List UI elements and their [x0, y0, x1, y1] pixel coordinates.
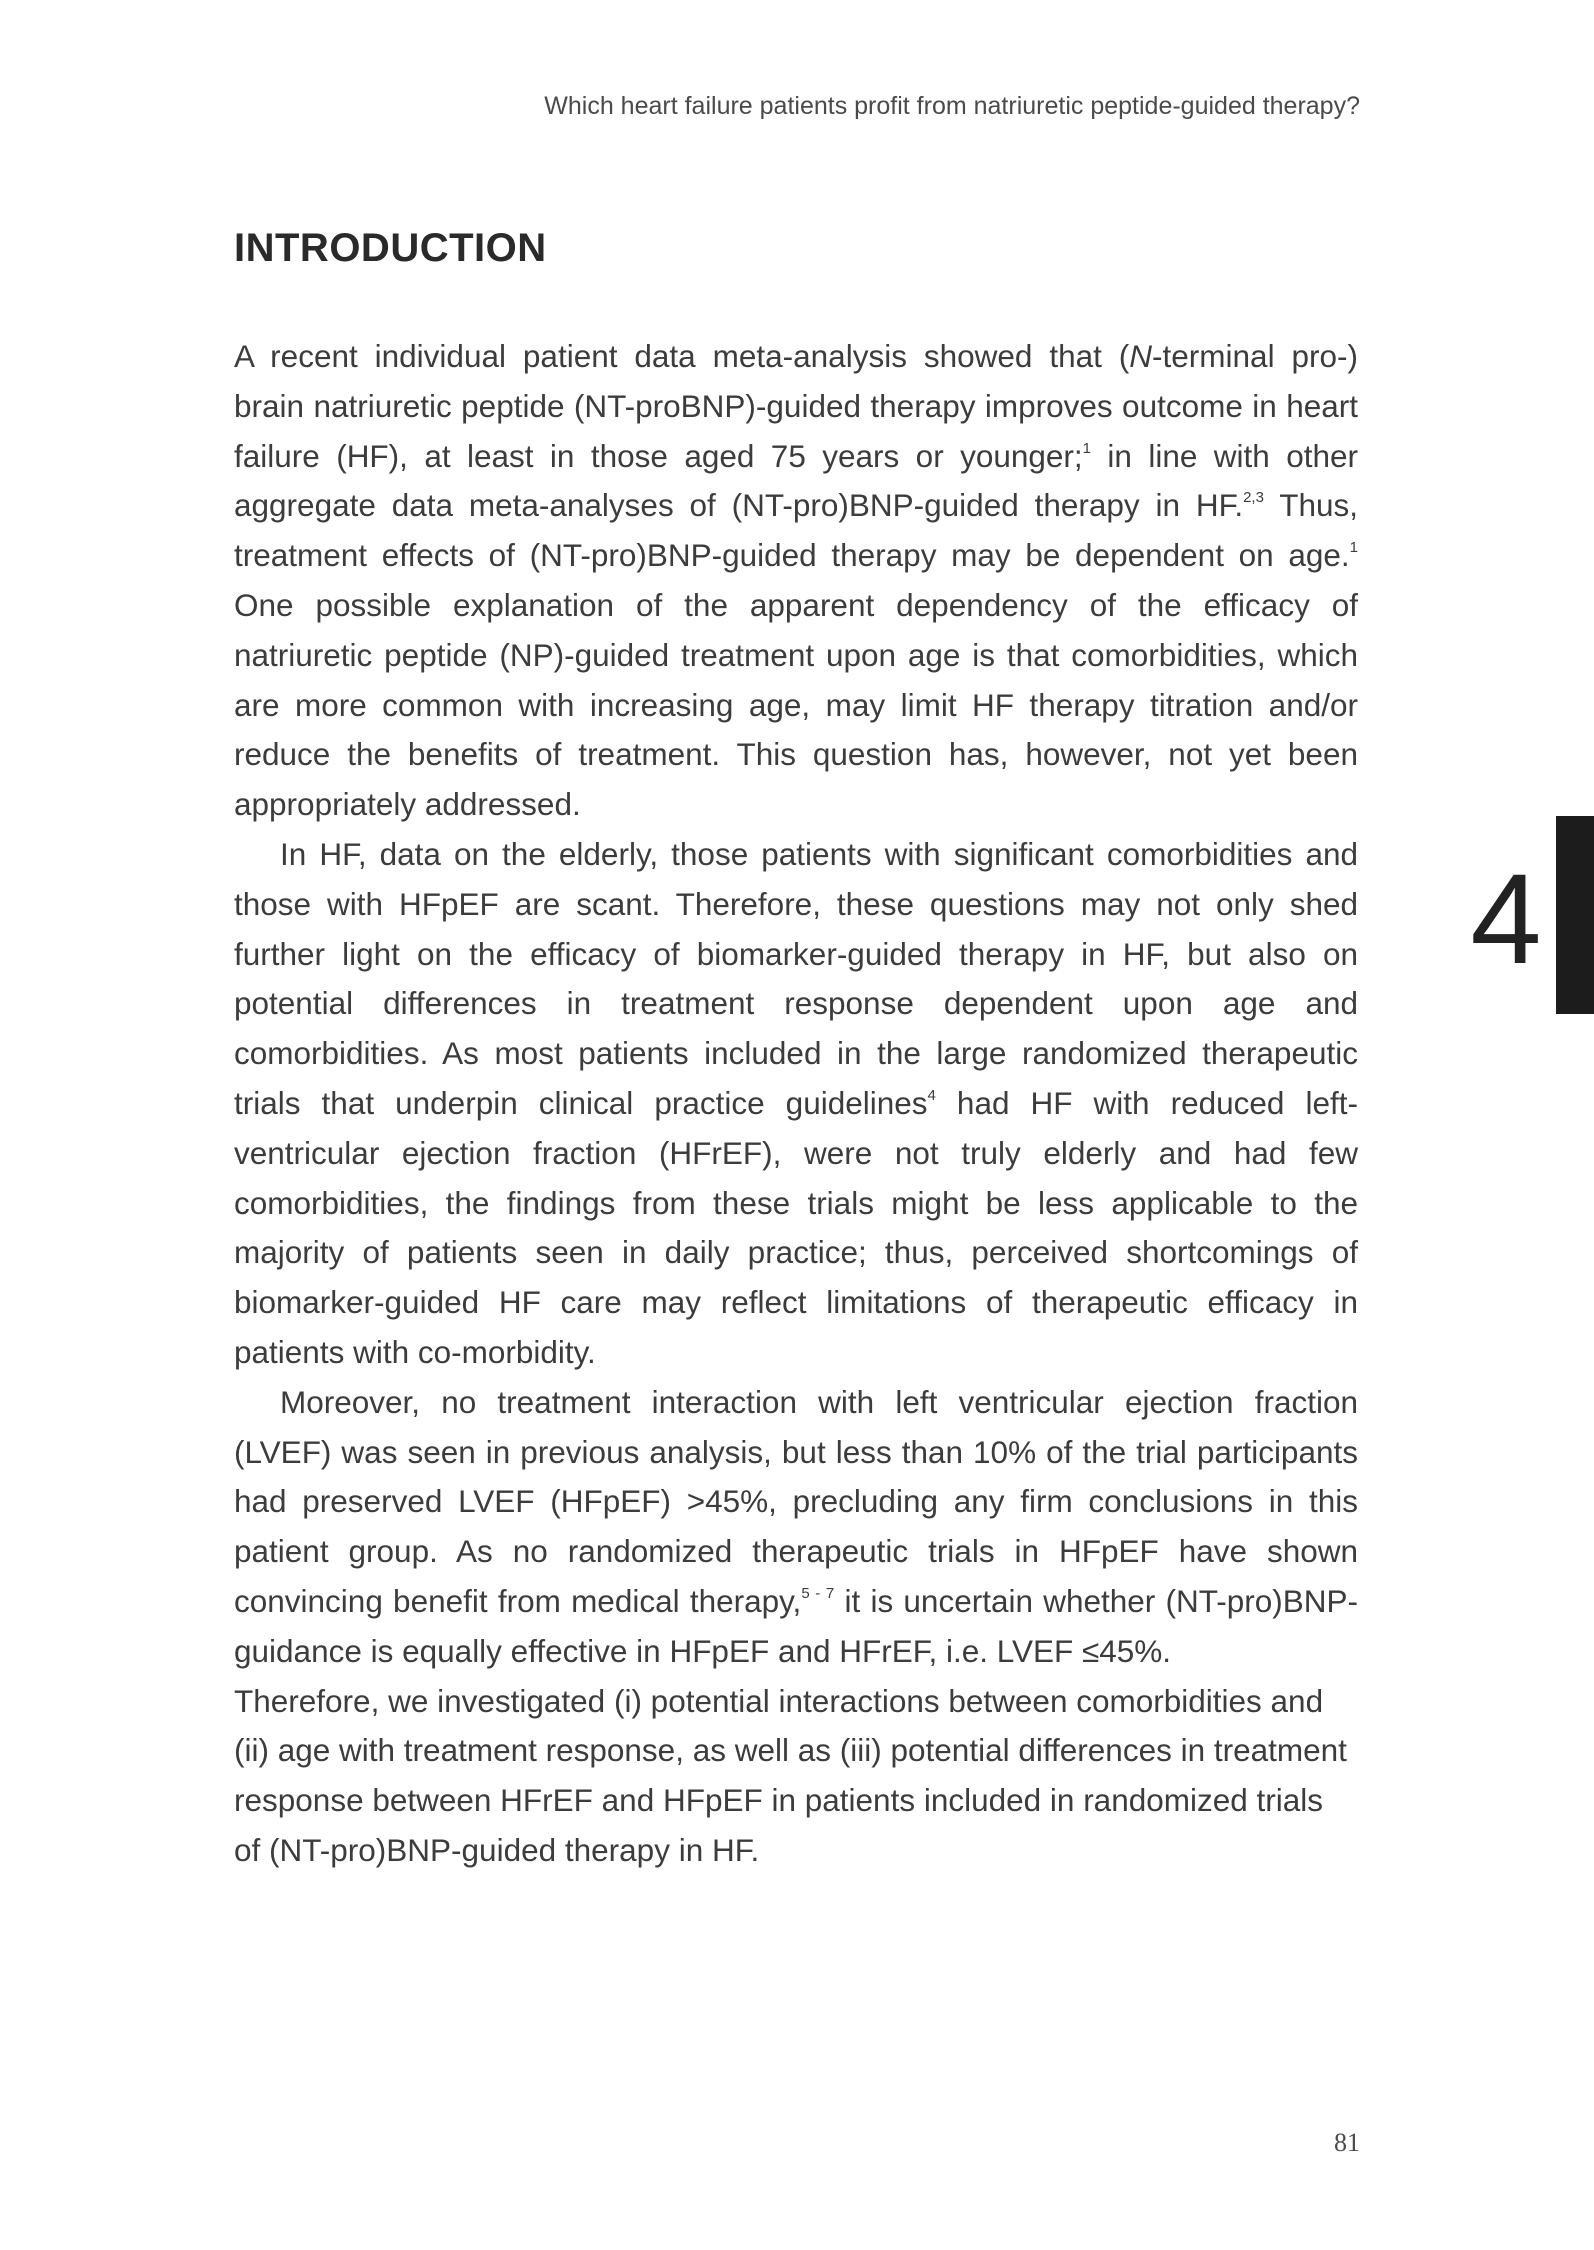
paragraph-1-text-i: One possible explanation of the apparent dependency of the efficacy of natriuretic peptide (NP)-guided treatment upon age is that comorbidities, which are more common with increasing age, may limit HF therapy titration and/or reduce the benefits of treatment. This question has, however, not yet been appropriately addressed.	[234, 586, 1358, 823]
page-number: 81	[1334, 2128, 1360, 2157]
body-text	[234, 332, 1358, 1876]
paragraph-1-text-e: in line with other aggregate data meta-analyses of (NT-pro)BNP-guided therapy in HF.	[234, 437, 1358, 524]
running-header: Which heart failure patients profit from natriuretic peptide-guided therapy?	[544, 92, 1360, 120]
paragraph-3	[234, 1378, 1358, 1677]
paragraph-3-text-a: Moreover, no treatment interaction with left ventricular ejection fraction (LVEF) was seen in previous analysis, but less than 10% of the trial participants had preserved LVEF (HFpEF) >45%, precluding any firm conclusions in this patient group. As no randomized therapeutic trials in HFpEF have shown convincing benefit from medical therapy,	[234, 1383, 1358, 1619]
citation-superscript: 1	[1349, 539, 1358, 557]
citation-superscript: 2,3	[1243, 489, 1264, 507]
chapter-number: 4	[1470, 848, 1542, 991]
citation-superscript: 4	[927, 1086, 936, 1104]
paragraph-4-text: Therefore, we investigated (i) potential interactions between comorbidities and (ii) age with treatment response, as well as (iii) potential differences in treatment response between HFrEF and HFpEF in patients included in randomized trials of (NT-pro)BNP-guided therapy in HF.	[234, 1682, 1347, 1868]
paragraph-1-text-c: -terminal pro-) brain natriuretic peptide (NT-proBNP)-guided therapy improves outcome in heart failure (HF), at least in those aged 75 years or younger;	[234, 338, 1358, 474]
paragraph-1	[234, 332, 1358, 830]
paragraph-2-text-a: In HF, data on the elderly, those patients with significant comorbidities and those with HFpEF are scant. Therefore, these questions may not only shed further light on the efficacy of biomarker-guided therapy in HF, but also on potential differences in treatment response dependent upon age and comorbidities. As most patients included in the large randomized therapeutic trials that underpin clinical practice guidelines	[234, 835, 1358, 1121]
paragraph-4	[234, 1677, 1358, 1876]
paragraph-2-text-c: had HF with reduced left-ventricular ejection fraction (HFrEF), were not truly elderly and had few comorbidities, the findings from these trials might be less applicable to the majority of patients seen in daily practice; thus, perceived shortcomings of biomarker-guided HF care may reflect limitations of therapeutic efficacy in patients with co-morbidity.	[234, 1084, 1359, 1370]
citation-superscript: 1	[1082, 439, 1092, 457]
paragraph-2	[234, 830, 1358, 1378]
paragraph-1-text-g: Thus, treatment effects of (NT-pro)BNP-guided therapy may be dependent on age.	[234, 487, 1358, 574]
section-heading: INTRODUCTION	[234, 226, 547, 270]
chapter-tab	[1556, 816, 1594, 1014]
paragraph-3-text-c: it is uncertain whether (NT-pro)BNP-guidance is equally effective in HFpEF and HFrEF, i.e. LVEF ≤45%.	[234, 1582, 1359, 1669]
citation-superscript: 5 - 7	[801, 1584, 835, 1602]
paragraph-1-text-a: A recent individual patient data meta-analysis showed that (	[234, 338, 1130, 374]
paragraph-1-italic-n: N	[1129, 338, 1153, 374]
